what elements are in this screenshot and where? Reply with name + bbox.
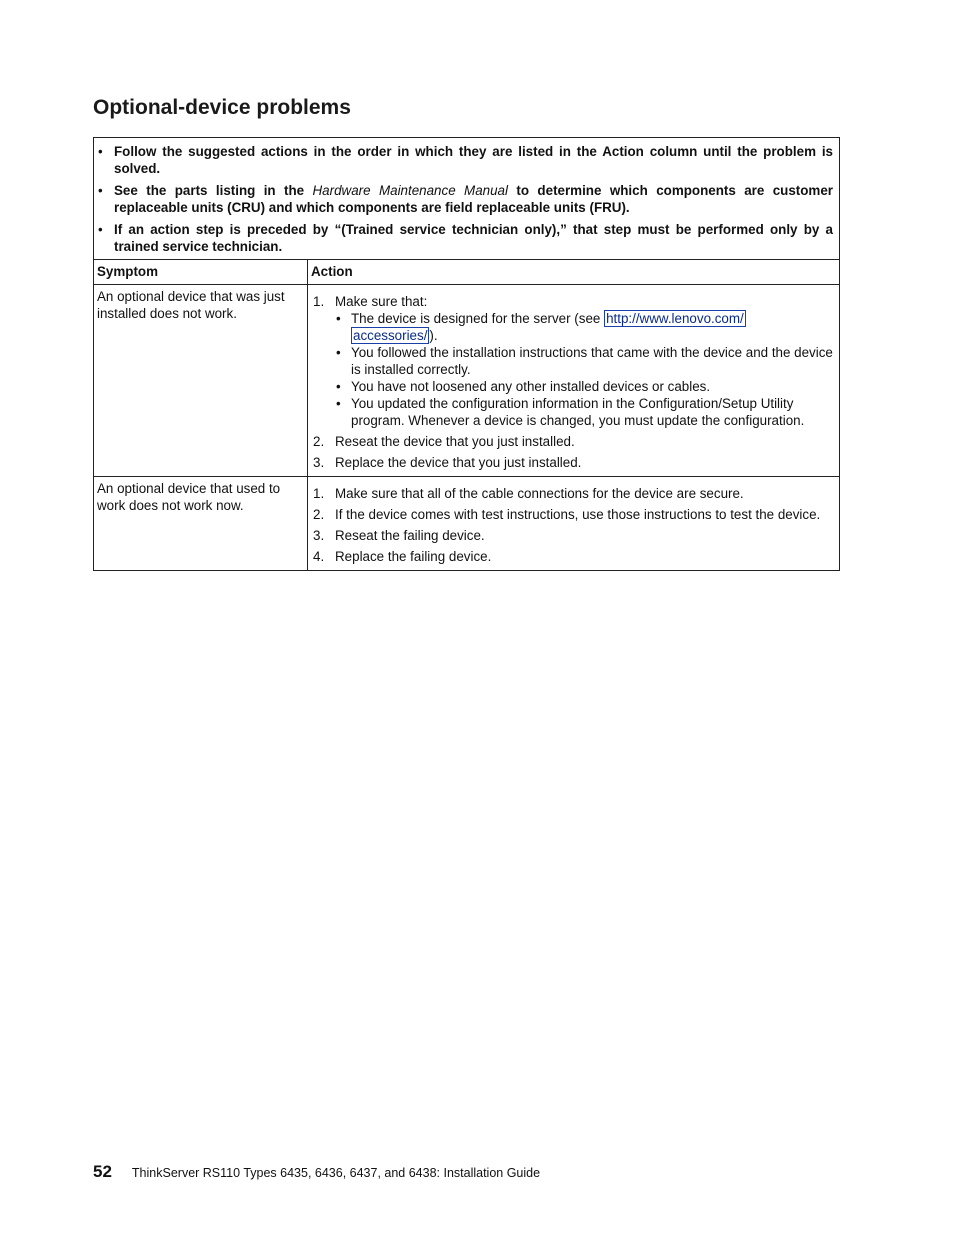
action-cell (308, 285, 840, 477)
notes-cell (94, 138, 840, 260)
action-steps (312, 485, 833, 565)
step-number: 3. (313, 455, 325, 470)
step-text: Make sure that all of the cable connections for the device are secure. (335, 486, 744, 501)
action-step (312, 433, 833, 450)
sub-item: • You have not loosened any other installed devices or cables. (335, 378, 833, 395)
step-text: Reseat the failing device. (335, 528, 485, 543)
step-text: Replace the failing device. (335, 549, 492, 564)
symptom-header: Symptom (94, 260, 308, 285)
sub-item: • The device is designed for the server (see http://www.lenovo.com/ accessories/ ). (335, 310, 833, 344)
header-row (94, 260, 840, 285)
manual-title: Hardware Maintenance Manual (312, 183, 508, 198)
step-number: 2. (313, 434, 325, 449)
note-item: • If an action step is preceded by “(Trained service technician only),” that step must be performed only by a trained service technician. (97, 221, 833, 255)
page-title: Optional-device problems (93, 96, 351, 119)
step-text: Reseat the device that you just installed. (335, 434, 575, 449)
step-number: 1. (313, 294, 325, 309)
step-text: Replace the device that you just installed. (335, 455, 582, 470)
notes-list (97, 143, 833, 255)
action-step (312, 527, 833, 544)
footer-text: ThinkServer RS110 Types 6435, 6436, 6437, and 6438: Installation Guide (131, 1166, 541, 1180)
step-number: 2. (313, 507, 325, 522)
action-cell (308, 477, 840, 571)
action-step (312, 485, 833, 502)
step-text: If the device comes with test instructions, use those instructions to test the device. (335, 507, 821, 522)
action-steps (312, 293, 833, 471)
note-item: • Follow the suggested actions in the order in which they are listed in the Action column until the problem is solved. (97, 143, 833, 177)
step-number: 3. (313, 528, 325, 543)
problems-table (93, 137, 840, 571)
sub-list (335, 310, 833, 429)
sub-item: • You updated the configuration information in the Configuration/Setup Utility program. Whenever a device is changed, you must update the configuration. (335, 395, 833, 429)
step-text: Make sure that: (335, 294, 428, 309)
step-number: 4. (313, 549, 325, 564)
table-row (94, 285, 840, 477)
action-step (312, 293, 833, 429)
action-header: Action (308, 260, 840, 285)
sub-item: • You followed the installation instructions that came with the device and the device is installed correctly. (335, 344, 833, 378)
action-step (312, 506, 833, 523)
table-row (94, 477, 840, 571)
action-step (312, 454, 833, 471)
action-step (312, 548, 833, 565)
symptom-cell: An optional device that used to work does not work now. (94, 477, 308, 571)
page-number: 52 (93, 1162, 112, 1181)
symptom-cell: An optional device that was just installed does not work. (94, 285, 308, 477)
page-footer (93, 1162, 540, 1182)
step-number: 1. (313, 486, 325, 501)
notes-row (94, 138, 840, 260)
lenovo-link[interactable]: http://www.lenovo.com/ (606, 311, 744, 326)
lenovo-link-continued[interactable]: accessories/ (353, 328, 428, 343)
note-item: • See the parts listing in the Hardware Maintenance Manual to determine which components are customer replaceable units (CRU) and which components are field replaceable units (FRU). (97, 182, 833, 216)
